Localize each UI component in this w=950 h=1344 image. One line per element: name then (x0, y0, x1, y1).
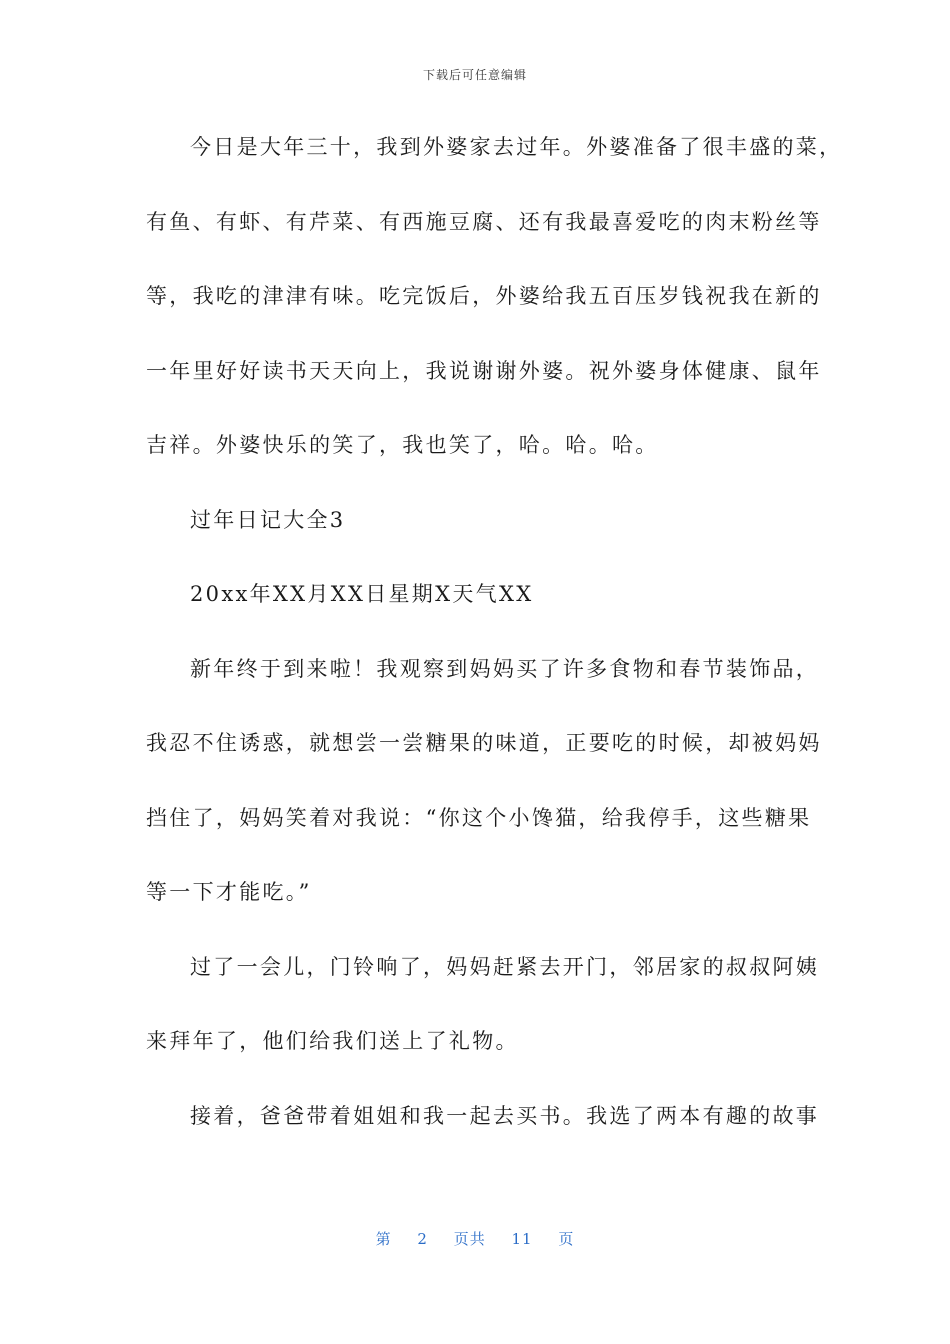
paragraph-line: 一年里好好读书天天向上，我说谢谢外婆。祝外婆身体健康、鼠年 (146, 358, 822, 383)
paragraph-line: 挡住了，妈妈笑着对我说：“你这个小馋猫，给我停手，这些糖果 (146, 805, 812, 830)
paragraph-line: 等，我吃的津津有味。吃完饭后，外婆给我五百压岁钱祝我在新的 (146, 284, 822, 308)
paragraph-line: 来拜年了，他们给我们送上了礼物。 (146, 1029, 519, 1053)
diary-date-line: 20xx年XX月XX日星期X天气XX (190, 582, 534, 606)
page-header: 下载后可任意编辑 (422, 68, 527, 82)
footer-current-page: 2 (417, 1230, 428, 1248)
footer-page-label: 第 (375, 1230, 392, 1248)
section-heading: 过年日记大全3 (190, 507, 346, 532)
paragraph-line: 接着，爸爸带着姐姐和我一起去买书。我选了两本有趣的故事 (190, 1103, 820, 1128)
paragraph-line: 等一下才能吃。” (146, 880, 312, 904)
paragraph-line: 新年终于到来啦！我观察到妈妈买了许多食物和春节装饰品， (190, 656, 820, 681)
paragraph-line: 过了一会儿，门铃响了，妈妈赶紧去开门，邻居家的叔叔阿姨 (190, 954, 820, 979)
page-footer (0, 1228, 950, 1249)
paragraph-line: 我忍不住诱惑，就想尝一尝糖果的味道，正要吃的时候，却被妈妈 (146, 731, 822, 755)
document-body (146, 125, 843, 1168)
footer-total-pages: 11 (511, 1230, 533, 1248)
paragraph-line: 吉祥。外婆快乐的笑了，我也笑了，哈。哈。哈。 (146, 433, 659, 457)
paragraph-line: 有鱼、有虾、有芹菜、有西施豆腐、还有我最喜爱吃的肉末粉丝等 (146, 209, 822, 234)
footer-end-label: 页 (558, 1230, 575, 1248)
footer-total-label: 页共 (453, 1230, 486, 1248)
paragraph-line: 今日是大年三十，我到外婆家去过年。外婆准备了很丰盛的菜， (190, 135, 843, 159)
